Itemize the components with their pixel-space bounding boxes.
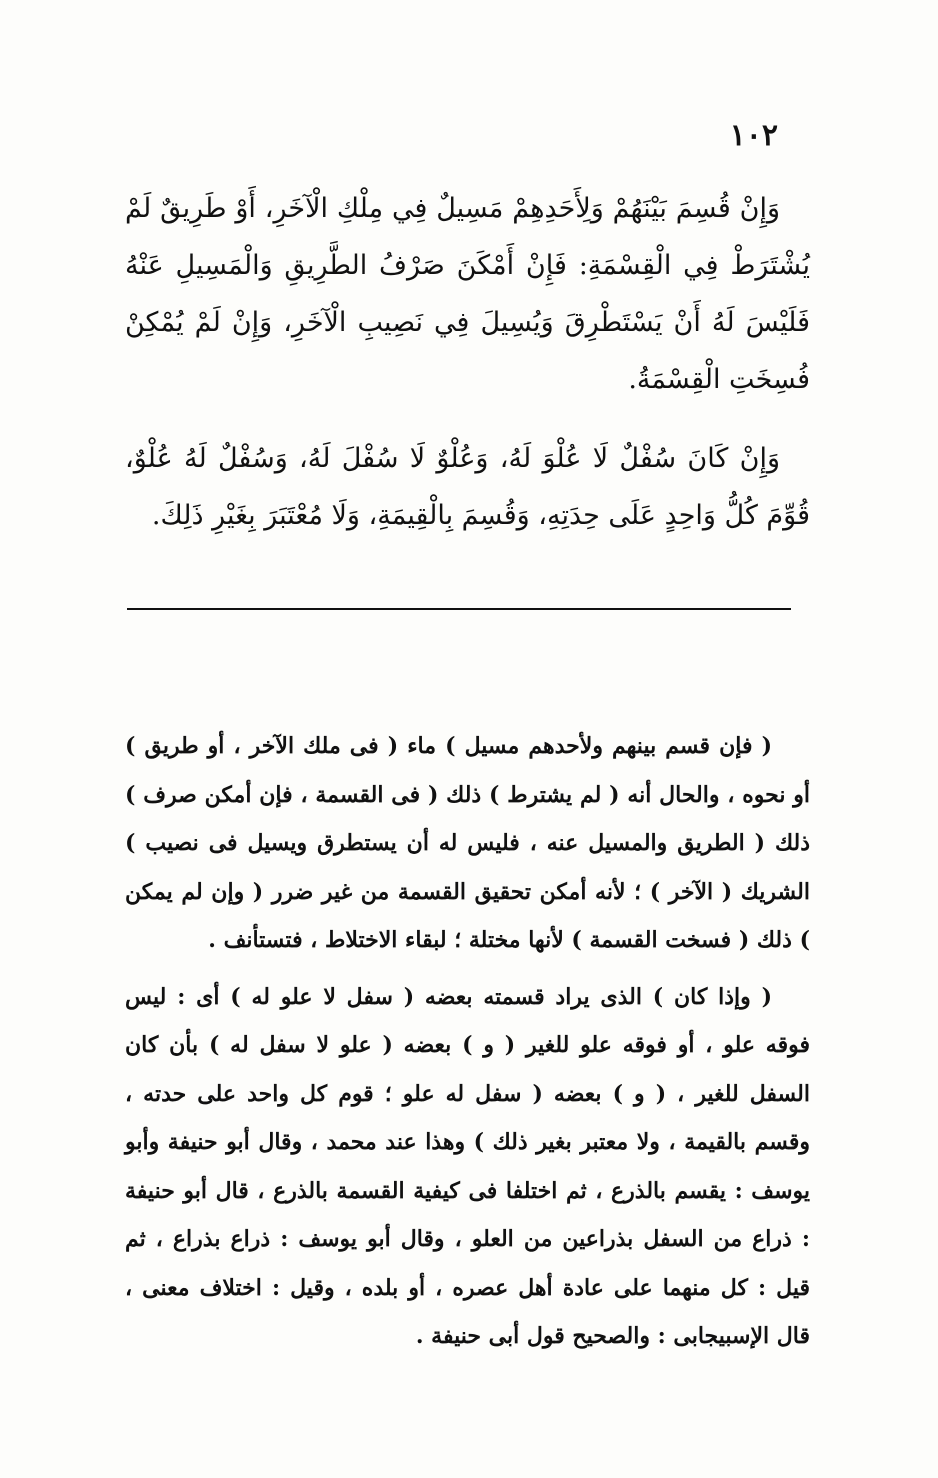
sharh-commentary-block <box>125 722 810 1369</box>
page-number: ١٠٢ <box>729 118 778 153</box>
matn-paragraph: وَإِنْ كَانَ سُفْلٌ لَا عُلْوَ لَهُ، وَعُلْوٌ لَا سُفْلَ لَهُ، وَسُفْلٌ لَهُ عُلْوٌ، قُوِّمَ كُلُّ وَاحِدٍ عَلَى حِدَتِهِ، وَقُسِمَ بِالْقِيمَةِ، وَلَا مُعْتَبَرَ بِغَيْرِ ذَلِكَ. <box>125 443 810 531</box>
matn-paragraph: وَإِنْ قُسِمَ بَيْنَهُمْ وَلِأَحَدِهِمْ مَسِيلٌ فِي مِلْكِ الْآخَرِ، أَوْ طَرِيقٌ لَمْ يُشْتَرَطْ فِي الْقِسْمَةِ: فَإِنْ أَمْكَنَ صَرْفُ الطَّرِيقِ وَالْمَسِيلِ عَنْهُ فَلَيْسَ لَهُ أَنْ يَسْتَطْرِقَ وَيُسِيلَ فِي نَصِيبِ الْآخَرِ، وَإِنْ لَمْ يُمْكِنْ فُسِخَتِ الْقِسْمَةُ. <box>125 193 810 395</box>
sharh-paragraph: ( وإذا كان ) الذى يراد قسمته بعضه ( سفل لا علو له ) أى : ليس فوقه علو ، أو فوقه علو للغير ( و ) بعضه ( علو لا سفل له ) بأن كان السفل للغير ، ( و ) بعضه ( سفل له علو ؛ قوم كل واحد على حدته ، وقسم بالقيمة ، ولا معتبر بغير ذلك ) وهذا عند محمد ، وقال أبو حنيفة وأبو يوسف : يقسم بالذرع ، ثم اختلفا فى كيفية القسمة بالذرع ، قال أبو حنيفة : ذراع من السفل بذراعين من العلو ، وقال أبو يوسف : ذراع بذراع ، ثم قيل : كل منهما على عادة أهل عصره ، أو بلده ، وقيل : اختلاف معنى ، قال الإسبيجابى : والصحيح قول أبى حنيفة . <box>125 983 810 1349</box>
matn-text-block <box>125 180 810 566</box>
section-divider <box>127 608 791 610</box>
sharh-paragraph: ( فإن قسم بينهم ولأحدهم مسيل ) ماء ( فى ملك الآخر ، أو طريق ) أو نحوه ، والحال أنه ( لم يشترط ) ذلك ( فى القسمة ، فإن أمكن صرف ) ذلك ( الطريق والمسيل عنه ، فليس له أن يستطرق ويسيل فى نصيب ) الشريك ( الآخر ) ؛ لأنه أمكن تحقيق القسمة من غير ضرر ( وإن لم يمكن ) ذلك ( فسخت القسمة ) لأنها مختلة ؛ لبقاء الاختلاط ، فتستأنف . <box>125 733 810 953</box>
